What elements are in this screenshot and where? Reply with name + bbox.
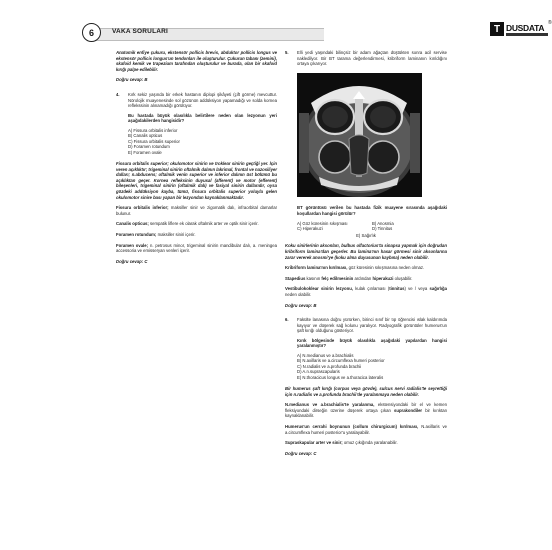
question-number: 4.: [116, 91, 120, 97]
question-4-answer: Doğru cevap: C: [116, 258, 148, 264]
logo-underline: [506, 33, 548, 36]
question-text: Kırk sekiz yaşında bir erkek hastanın diplopi şikâyeti (çift görme) mevcuttur. Nörolojik muayenesinde sol gözünün addüksiyon yapamadığı ve solda kornea reflekssinin alınamadığı görülüyor.: [128, 91, 277, 109]
option-b[interactable]: B) N.axillaris ve a.circumflexa humeri posterior: [297, 358, 385, 364]
header-title: VAKA SORULARI: [112, 28, 169, 35]
answer-options: [297, 221, 447, 232]
question-number: 5.: [285, 50, 289, 55]
option-c[interactable]: C) Fissura orbitalis superior: [128, 138, 180, 144]
explanation-humerus-neck: Humerus'un cerrahi boynunun (collum chirurgicum) kırılması, N.axillaris ve a.circumflexa humeri posterior'u yaralayabilir.: [285, 424, 447, 435]
explanation-fissura-inferior: Fissura orbitalis inferior; maksiller sinir ve zigomatik dalı, infraorbital damarlar bulunur.: [116, 205, 277, 216]
option-b[interactable]: B) Canalis opticus: [128, 133, 163, 139]
question-6: [285, 317, 447, 334]
question-text: Fakülte lanasına doğru yürürken, birinci sınıf bir tıp öğrencisi ıslak kaldırımda kayıyor ve düşerek sağ kolunu yaralıyor. Radyografik görüntüler humerus'un şaft kırığı olduğunu gösteriyor.: [297, 317, 447, 334]
question-6-answer: Doğru cevap: C: [285, 450, 317, 456]
explanation-canalis-opticus: Canalis opticus; sempatik liflere ek olarak oftalmik arter ve optik sinir içerir.: [116, 221, 259, 227]
dusdata-logo: [490, 21, 552, 41]
page-number: 6: [82, 23, 101, 42]
question-number: 6.: [285, 317, 289, 323]
option-e[interactable]: E) Sağırlık: [356, 232, 376, 238]
explanation-medianus: N.medianus ve a.brachialis'te yaralanma, ekstensiyondaki bir el ve kemen fleksiyondaki dirseğin üzerine düşerek ortaya çıkan suprakondiler bir kırıktan kaynaklanabilir.: [285, 402, 448, 419]
question-5-answer: Doğru cevap: B: [285, 302, 317, 308]
question-text: Elli yedi yaşındaki bilinçsiz bir adam ağaçtan düştükten sonra acil servise nakledilyor. Bir BT tarama değerlendirmesi, kribriform laminanın kırıldığını ortaya çıkarıyor.: [297, 50, 447, 67]
explanation-suprascapular: Supraskapular arter ve sinir; omuz çıkığında yaralanabilir.: [285, 440, 398, 446]
left-column: [116, 50, 277, 273]
explanation-vestibulokoklear: Vestibulokoklear sinirin lezyonu, kulak çınlaması (tinnitus) ve / veya sağırlığa neden olabilir.: [285, 286, 447, 297]
explanation-stapedius: Stapedius kasının felç edilmesinin ardından hiperakuzi oluşabilir.: [285, 275, 413, 281]
question-stem: Bu hastada büyük olasılıkla belirtilere neden olan lezyonun yeri aşağıdakilerden hangisidir?: [128, 112, 277, 124]
option-c[interactable]: C) Hiperakuzi: [297, 226, 323, 232]
logo-registered-mark: ®: [548, 20, 552, 26]
previous-answer: Doğru cevap: B: [116, 77, 148, 83]
option-d[interactable]: D) A.n.suprascapularis: [297, 369, 340, 375]
logo-text: DUSDATA: [506, 23, 545, 33]
option-e[interactable]: E) N.thoracicus longus ve a.thoracica lateralis: [297, 374, 384, 380]
question-stem: Kırık bölgesinde büyük olasılıkla aşağıdaki yapılardan hangisi yaralanmıştır?: [297, 337, 447, 349]
option-a[interactable]: A) Göz küresinin sıkışması: [297, 220, 348, 226]
right-column: [285, 50, 447, 465]
explanation-fissura-superior: Fissura orbitalis superior; okulomotor sinirin ve troklear sinirin geçtiği yer. İçin veren açıklıktır; trigeminal sinirin oftalmik dalının lakrimal, frontal ve nazosiliyer dalları; n.abducens; oftalmik venin superior ve inferior dalının üst bölümü bu açıklıktan geçer. Kornea refleksinin duyusal (afferent) ve motor (efferent) bileşenleri, trigeminal sinirin (oftalmik dalı) ve fasiyal sinirin dallarıdır, oysa gözdeki addüksiyon kayba, tümü, fissura orbitalis superior yoluyla gelen okulomotor sinire bası yapan bir lezyondan kaynaklanmaktadır.: [116, 160, 277, 200]
explanation-anosmia: Koku sinirlerinin aksonları, bulbus olfactorius'ta sinapsa yapmak için doğrudan kribriform lamina'dan geçerler. Bu lamina'nın hasar görmesi sinir aksonlarına zarar vererek anosmi'ye (koku alma duyusunun kaybına) neden olabilir.: [285, 243, 447, 260]
question-5: [285, 50, 447, 67]
option-a[interactable]: A) N.medianus ve a.brachialis: [297, 353, 354, 359]
answer-options: [116, 128, 277, 155]
option-d[interactable]: D) Foramen rotundum: [128, 144, 170, 150]
explanation-humerus-shaft: Bir humerus şaft kırığı (corpus veya gövde), sulcus nervi radialis'te seyrettiği için n.radialis ve a.profunda brachii'de yaralanmaya neden olabilir.: [285, 386, 447, 397]
explanation-kribriform: Kribriform lamina'nın kırılması, göz küresinin sıkışmasına neden olmaz.: [285, 265, 425, 271]
option-b[interactable]: B) Anosmia: [372, 220, 394, 226]
intro-explanation: Anatomik enfiye çukuru, ekstensör pollicis brevis, abduktor pollicis longus ve ekstensör pollicis longus'un tendonları ile oluşturulur. Çukurun tabanı (zemini), skafoid kemik ve trapezium tarafından oluşturulur ve burada, olan bir skafoid kırığı palpe edilebilir.: [116, 50, 277, 72]
option-c[interactable]: C) N.radialis ve a.profunda brachii: [297, 363, 362, 369]
option-d[interactable]: D) Tinnitus: [372, 226, 393, 232]
option-e[interactable]: E) Foramen ovale: [128, 149, 162, 155]
question-stem: BT görüntüsü verilen bu hastada fizik muayene sırasında aşağıdaki koşullardan hangisi görülür?: [297, 205, 447, 216]
page-header: [88, 20, 552, 41]
answer-options: [285, 353, 447, 380]
logo-mark: T: [490, 22, 504, 36]
ct-scan-image: [297, 73, 422, 197]
question-4: [116, 92, 277, 109]
option-a[interactable]: A) Fissura orbitalis inferior: [128, 127, 178, 133]
explanation-foramen-ovale: Foramen ovale; n. petrosus minor, trigeminal sinirin mandibular dalı, a. meningea accessoria ve emisseryan venleri içerir.: [116, 242, 277, 254]
explanation-foramen-rotundum: Foramen rotundum; maksiller siniri içerir.: [116, 231, 196, 237]
